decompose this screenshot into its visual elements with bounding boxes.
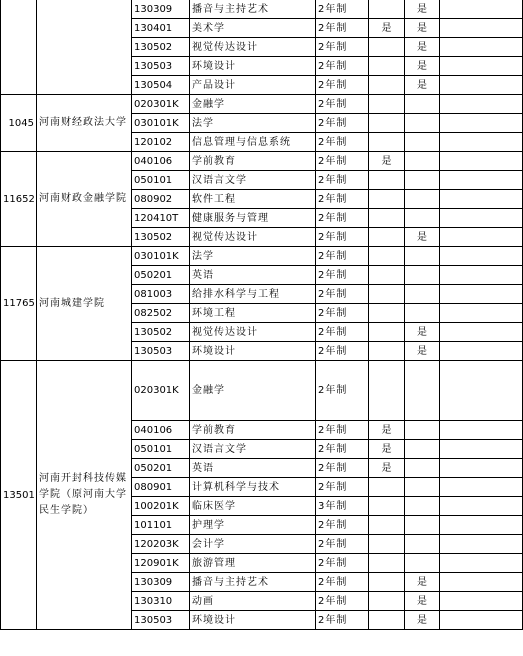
flag-cell-b — [405, 459, 440, 478]
duration-cell: 2年制 — [316, 516, 369, 535]
flag-cell-a — [369, 497, 405, 516]
flag-cell-a — [369, 361, 405, 421]
flag-cell-b — [405, 440, 440, 459]
school-name-cell: 河南财政金融学院 — [37, 152, 132, 247]
flag-cell-a — [369, 209, 405, 228]
school-name-cell: 河南城建学院 — [37, 247, 132, 361]
major-name-cell: 英语 — [190, 266, 316, 285]
duration-cell: 2年制 — [316, 19, 369, 38]
duration-cell: 2年制 — [316, 57, 369, 76]
flag-cell-b — [405, 516, 440, 535]
school-code-cell: 1045 — [1, 95, 37, 152]
school-code-cell — [1, 0, 37, 95]
duration-cell: 2年制 — [316, 0, 369, 19]
flag-cell-b — [405, 247, 440, 266]
major-name-cell: 环境设计 — [190, 611, 316, 630]
duration-cell: 2年制 — [316, 76, 369, 95]
empty-cell — [440, 361, 523, 421]
major-name-cell: 英语 — [190, 459, 316, 478]
flag-cell-a — [369, 285, 405, 304]
flag-cell-a — [369, 247, 405, 266]
major-name-cell: 汉语言文学 — [190, 440, 316, 459]
duration-cell: 2年制 — [316, 38, 369, 57]
empty-cell — [440, 95, 523, 114]
major-code-cell: 130309 — [132, 0, 190, 19]
duration-cell: 2年制 — [316, 171, 369, 190]
flag-cell-a: 是 — [369, 19, 405, 38]
flag-cell-b — [405, 152, 440, 171]
major-name-cell: 播音与主持艺术 — [190, 573, 316, 592]
major-code-cell: 030101K — [132, 114, 190, 133]
major-name-cell: 计算机科学与技术 — [190, 478, 316, 497]
major-name-cell: 临床医学 — [190, 497, 316, 516]
empty-cell — [440, 459, 523, 478]
major-code-cell: 082502 — [132, 304, 190, 323]
school-name-cell: 河南财经政法大学 — [37, 95, 132, 152]
major-name-cell: 会计学 — [190, 535, 316, 554]
flag-cell-b — [405, 171, 440, 190]
flag-cell-b — [405, 304, 440, 323]
empty-cell — [440, 478, 523, 497]
duration-cell: 2年制 — [316, 478, 369, 497]
flag-cell-a: 是 — [369, 152, 405, 171]
flag-cell-a — [369, 266, 405, 285]
major-code-cell: 130309 — [132, 573, 190, 592]
major-name-cell: 环境设计 — [190, 342, 316, 361]
flag-cell-b — [405, 190, 440, 209]
duration-cell: 2年制 — [316, 304, 369, 323]
empty-cell — [440, 171, 523, 190]
major-name-cell: 产品设计 — [190, 76, 316, 95]
major-code-cell: 130503 — [132, 57, 190, 76]
major-code-cell: 130503 — [132, 611, 190, 630]
flag-cell-a — [369, 554, 405, 573]
major-name-cell: 播音与主持艺术 — [190, 0, 316, 19]
major-name-cell: 信息管理与信息系统 — [190, 133, 316, 152]
flag-cell-b — [405, 361, 440, 421]
major-name-cell: 学前教育 — [190, 152, 316, 171]
major-code-cell: 130503 — [132, 342, 190, 361]
flag-cell-a — [369, 611, 405, 630]
major-code-cell: 120901K — [132, 554, 190, 573]
empty-cell — [440, 209, 523, 228]
duration-cell: 2年制 — [316, 554, 369, 573]
flag-cell-a — [369, 190, 405, 209]
duration-cell: 2年制 — [316, 95, 369, 114]
empty-cell — [440, 323, 523, 342]
major-code-cell: 040106 — [132, 421, 190, 440]
duration-cell: 2年制 — [316, 247, 369, 266]
flag-cell-a — [369, 76, 405, 95]
flag-cell-b: 是 — [405, 323, 440, 342]
flag-cell-a — [369, 323, 405, 342]
empty-cell — [440, 76, 523, 95]
duration-cell: 2年制 — [316, 342, 369, 361]
table-row — [1, 0, 523, 19]
school-name-cell: 河南开封科技传媒学院（原河南大学民生学院） — [37, 361, 132, 630]
major-code-cell: 050201 — [132, 266, 190, 285]
empty-cell — [440, 190, 523, 209]
flag-cell-b: 是 — [405, 57, 440, 76]
flag-cell-b — [405, 114, 440, 133]
table-body — [1, 0, 523, 630]
major-code-cell: 030101K — [132, 247, 190, 266]
flag-cell-b — [405, 421, 440, 440]
flag-cell-b: 是 — [405, 573, 440, 592]
major-code-cell: 050101 — [132, 440, 190, 459]
table-row — [1, 247, 523, 266]
flag-cell-a — [369, 228, 405, 247]
duration-cell: 2年制 — [316, 323, 369, 342]
table-row — [1, 152, 523, 171]
flag-cell-b: 是 — [405, 0, 440, 19]
table-row — [1, 361, 523, 421]
empty-cell — [440, 573, 523, 592]
major-name-cell: 金融学 — [190, 95, 316, 114]
flag-cell-b: 是 — [405, 38, 440, 57]
flag-cell-b — [405, 285, 440, 304]
duration-cell: 2年制 — [316, 190, 369, 209]
empty-cell — [440, 0, 523, 19]
duration-cell: 2年制 — [316, 611, 369, 630]
empty-cell — [440, 228, 523, 247]
empty-cell — [440, 57, 523, 76]
flag-cell-a — [369, 0, 405, 19]
major-code-cell: 130310 — [132, 592, 190, 611]
major-code-cell: 081003 — [132, 285, 190, 304]
flag-cell-b — [405, 478, 440, 497]
duration-cell: 2年制 — [316, 592, 369, 611]
major-name-cell: 学前教育 — [190, 421, 316, 440]
major-code-cell: 130502 — [132, 323, 190, 342]
empty-cell — [440, 266, 523, 285]
empty-cell — [440, 497, 523, 516]
empty-cell — [440, 114, 523, 133]
major-code-cell: 050201 — [132, 459, 190, 478]
duration-cell: 2年制 — [316, 535, 369, 554]
flag-cell-a — [369, 478, 405, 497]
major-name-cell: 视觉传达设计 — [190, 323, 316, 342]
empty-cell — [440, 38, 523, 57]
major-name-cell: 软件工程 — [190, 190, 316, 209]
major-code-cell: 130401 — [132, 19, 190, 38]
duration-cell: 2年制 — [316, 209, 369, 228]
empty-cell — [440, 421, 523, 440]
flag-cell-a — [369, 535, 405, 554]
major-name-cell: 健康服务与管理 — [190, 209, 316, 228]
duration-cell: 2年制 — [316, 266, 369, 285]
flag-cell-a — [369, 171, 405, 190]
flag-cell-b: 是 — [405, 228, 440, 247]
major-code-cell: 080902 — [132, 190, 190, 209]
major-name-cell: 视觉传达设计 — [190, 228, 316, 247]
major-code-cell: 101101 — [132, 516, 190, 535]
duration-cell: 2年制 — [316, 285, 369, 304]
major-code-cell: 130504 — [132, 76, 190, 95]
flag-cell-b — [405, 209, 440, 228]
duration-cell: 2年制 — [316, 361, 369, 421]
major-code-cell: 120410T — [132, 209, 190, 228]
flag-cell-b: 是 — [405, 76, 440, 95]
flag-cell-a — [369, 57, 405, 76]
flag-cell-a: 是 — [369, 459, 405, 478]
empty-cell — [440, 516, 523, 535]
table-row — [1, 95, 523, 114]
empty-cell — [440, 611, 523, 630]
empty-cell — [440, 535, 523, 554]
major-code-cell: 020301K — [132, 361, 190, 421]
empty-cell — [440, 19, 523, 38]
duration-cell: 2年制 — [316, 440, 369, 459]
flag-cell-a — [369, 114, 405, 133]
empty-cell — [440, 247, 523, 266]
school-name-cell — [37, 0, 132, 95]
duration-cell: 2年制 — [316, 421, 369, 440]
flag-cell-a — [369, 95, 405, 114]
major-code-cell: 040106 — [132, 152, 190, 171]
major-name-cell: 动画 — [190, 592, 316, 611]
flag-cell-b: 是 — [405, 611, 440, 630]
flag-cell-b — [405, 95, 440, 114]
flag-cell-b — [405, 554, 440, 573]
major-code-cell: 020301K — [132, 95, 190, 114]
flag-cell-a — [369, 573, 405, 592]
empty-cell — [440, 342, 523, 361]
flag-cell-a — [369, 38, 405, 57]
flag-cell-b — [405, 535, 440, 554]
major-code-cell: 130502 — [132, 228, 190, 247]
empty-cell — [440, 285, 523, 304]
flag-cell-b — [405, 497, 440, 516]
major-code-cell: 130502 — [132, 38, 190, 57]
flag-cell-b: 是 — [405, 342, 440, 361]
major-code-cell: 120102 — [132, 133, 190, 152]
duration-cell: 2年制 — [316, 228, 369, 247]
duration-cell: 2年制 — [316, 152, 369, 171]
major-name-cell: 环境设计 — [190, 57, 316, 76]
empty-cell — [440, 592, 523, 611]
major-code-cell: 120203K — [132, 535, 190, 554]
empty-cell — [440, 554, 523, 573]
flag-cell-b: 是 — [405, 19, 440, 38]
major-name-cell: 护理学 — [190, 516, 316, 535]
flag-cell-b — [405, 133, 440, 152]
major-name-cell: 法学 — [190, 247, 316, 266]
duration-cell: 3年制 — [316, 497, 369, 516]
flag-cell-a: 是 — [369, 440, 405, 459]
school-code-cell: 13501 — [1, 361, 37, 630]
flag-cell-a — [369, 342, 405, 361]
major-name-cell: 美术学 — [190, 19, 316, 38]
flag-cell-a — [369, 304, 405, 323]
duration-cell: 2年制 — [316, 114, 369, 133]
major-code-cell: 050101 — [132, 171, 190, 190]
major-name-cell: 环境工程 — [190, 304, 316, 323]
duration-cell: 2年制 — [316, 573, 369, 592]
major-code-cell: 100201K — [132, 497, 190, 516]
empty-cell — [440, 133, 523, 152]
major-code-cell: 080901 — [132, 478, 190, 497]
duration-cell: 2年制 — [316, 459, 369, 478]
flag-cell-b: 是 — [405, 592, 440, 611]
major-name-cell: 金融学 — [190, 361, 316, 421]
empty-cell — [440, 152, 523, 171]
major-name-cell: 给排水科学与工程 — [190, 285, 316, 304]
major-name-cell: 视觉传达设计 — [190, 38, 316, 57]
duration-cell: 2年制 — [316, 133, 369, 152]
empty-cell — [440, 304, 523, 323]
flag-cell-b — [405, 266, 440, 285]
flag-cell-a — [369, 133, 405, 152]
school-code-cell: 11652 — [1, 152, 37, 247]
flag-cell-a: 是 — [369, 421, 405, 440]
major-name-cell: 法学 — [190, 114, 316, 133]
flag-cell-a — [369, 592, 405, 611]
school-code-cell: 11765 — [1, 247, 37, 361]
flag-cell-a — [369, 516, 405, 535]
major-name-cell: 汉语言文学 — [190, 171, 316, 190]
major-name-cell: 旅游管理 — [190, 554, 316, 573]
empty-cell — [440, 440, 523, 459]
